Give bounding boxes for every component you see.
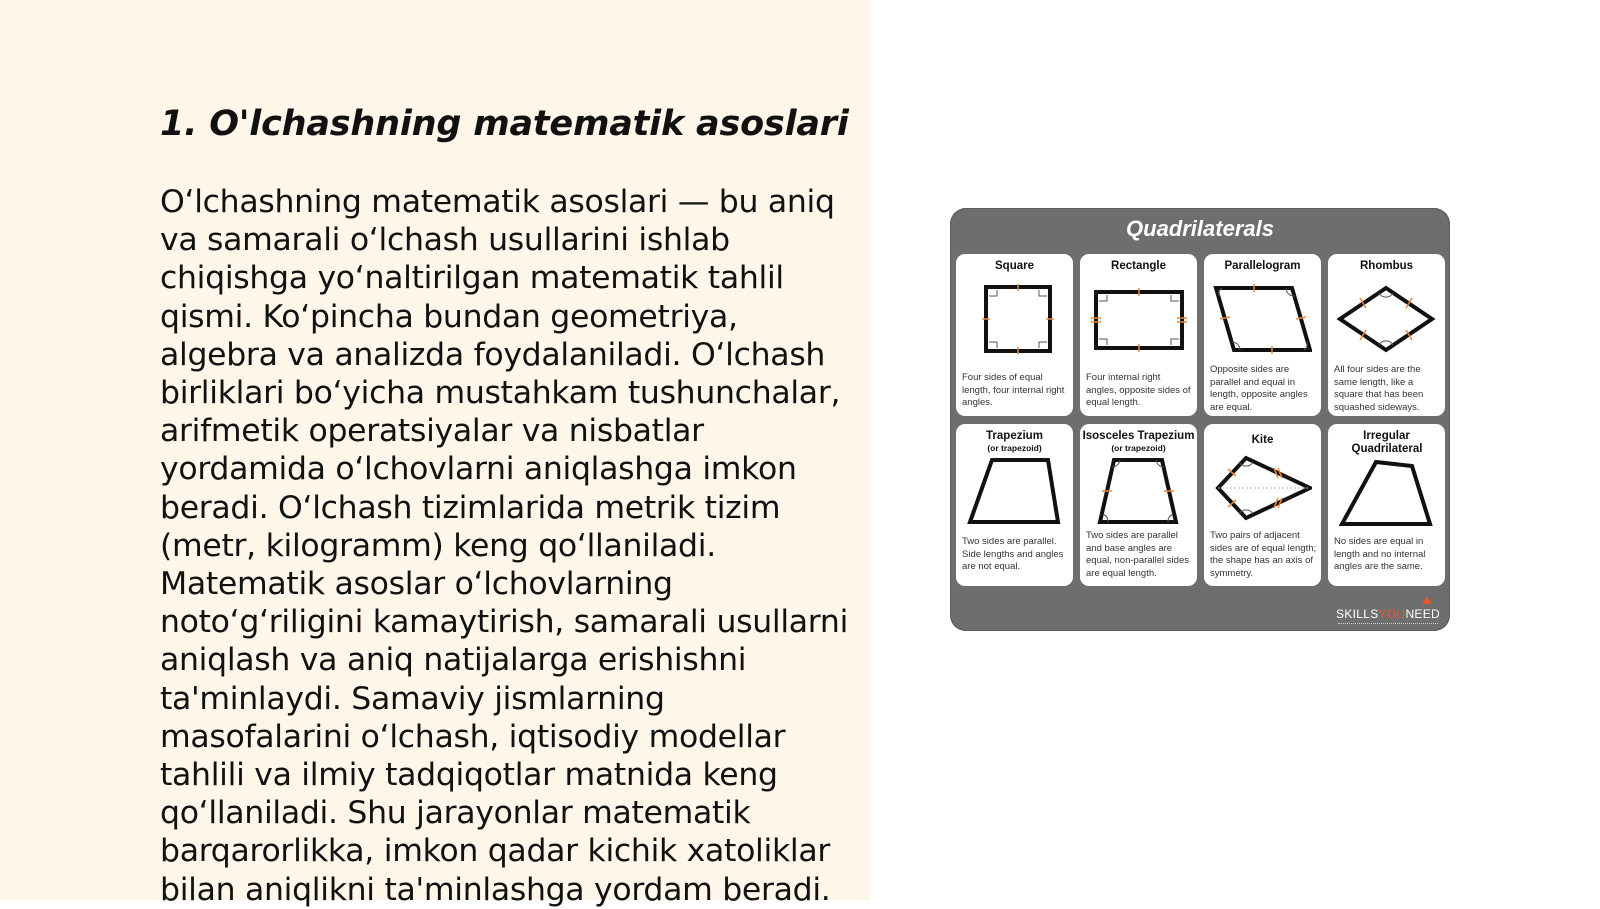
square-shape-icon — [964, 284, 1064, 354]
rectangle-shape-icon — [1088, 284, 1188, 354]
brand-arrow-icon — [1422, 596, 1432, 604]
shape-card-kite — [1204, 424, 1321, 586]
figure-title: Quadrilaterals — [1126, 216, 1274, 241]
shape-name: Trapezium — [986, 430, 1043, 442]
slide-body-text: O‘lchashning matematik asoslari — bu aniq va samarali o‘lchash usullarini ishlab chiqishga yo‘naltirilgan matematik tahlil qismi. Ko‘pincha bundan geometriya, algebra va analizda foydalaniladi. O‘lchash birliklari bo‘yicha mustahkam tushunchalar, arifmetik operatsiyalar va nisbatlar yordamida o‘lchovlarni aniqlashga imkon beradi. O‘lchash tizimlarida metrik tizim (metr, kilogramm) keng qo‘llaniladi. Matematik asoslar o‘lchovlarning noto‘g‘riligini kamaytirish, samarali usullarni aniqlash va aniq natijalarga erishishni ta'minlaydi. Samaviy jismlarning masofalarini o‘lchash, iqtisodiy modellar tahlili va ilmiy tadqiqotlar matnida keng qo‘llaniladi. Shu jarayonlar matematik barqarorlikka, imkon qadar kichik xatoliklar bilan aniqlikni ta'minlashga yordam beradi. — [160, 184, 849, 908]
shape-name: Isosceles Trapezium — [1082, 430, 1195, 442]
shape-description: Four sides of equal length, four internal right angles. — [962, 372, 1065, 408]
brand-logo — [1336, 607, 1440, 621]
shape-card-irregular-quadrilateral — [1328, 424, 1445, 586]
shape-name: Parallelogram — [1224, 260, 1301, 272]
shape-name: Rectangle — [1111, 260, 1166, 272]
shape-subname: (or trapezoid) — [1111, 443, 1166, 453]
trapezium-shape-icon — [964, 456, 1064, 526]
rhombus-shape-icon — [1336, 284, 1436, 354]
shape-card-rectangle — [1080, 254, 1197, 416]
shape-description: Four internal right angles, opposite sides of equal length. — [1086, 372, 1191, 408]
shape-card-square — [956, 254, 1073, 416]
shape-card-parallelogram — [1204, 254, 1321, 416]
parallelogram-shape-icon — [1212, 284, 1312, 354]
shape-description: Two sides are parallel. Side lengths and angles are not equal. — [962, 536, 1064, 572]
irregular-quadrilateral-shape-icon — [1336, 458, 1436, 528]
shape-card-rhombus — [1328, 254, 1445, 416]
isosceles-trapezium-shape-icon — [1088, 456, 1188, 526]
shape-card-isosceles-trapezium — [1080, 424, 1197, 586]
brand-mid: YOU — [1378, 607, 1406, 621]
slide-title: 1. O'lchashning matematik asoslari — [160, 104, 849, 144]
brand-tagline-divider — [1338, 623, 1438, 627]
shape-description: Two sides are parallel and base angles are equal, non-parallel sides are equal length. — [1086, 530, 1189, 579]
shape-name: Square — [995, 260, 1034, 272]
kite-shape-icon — [1212, 454, 1312, 524]
shape-description: All four sides are the same length, like a square that has been squashed sideways. — [1334, 364, 1424, 413]
brand-right: NEED — [1405, 607, 1440, 621]
shape-description: Opposite sides are parallel and equal in length, opposite angles are equal. — [1210, 364, 1308, 413]
shape-name: Kite — [1251, 434, 1274, 446]
shape-description: No sides are equal in length and no internal angles are the same. — [1334, 536, 1426, 572]
brand-left: SKILLS — [1336, 607, 1379, 621]
shape-description: Two pairs of adjacent sides are of equal length; the shape has an axis of symmetry. — [1210, 530, 1317, 579]
shape-name: Irregular Quadrilateral — [1351, 430, 1423, 455]
shape-card-trapezium — [956, 424, 1073, 586]
shape-subname: (or trapezoid) — [987, 443, 1042, 453]
quadrilaterals-figure — [950, 208, 1450, 631]
shape-name: Rhombus — [1359, 260, 1414, 272]
